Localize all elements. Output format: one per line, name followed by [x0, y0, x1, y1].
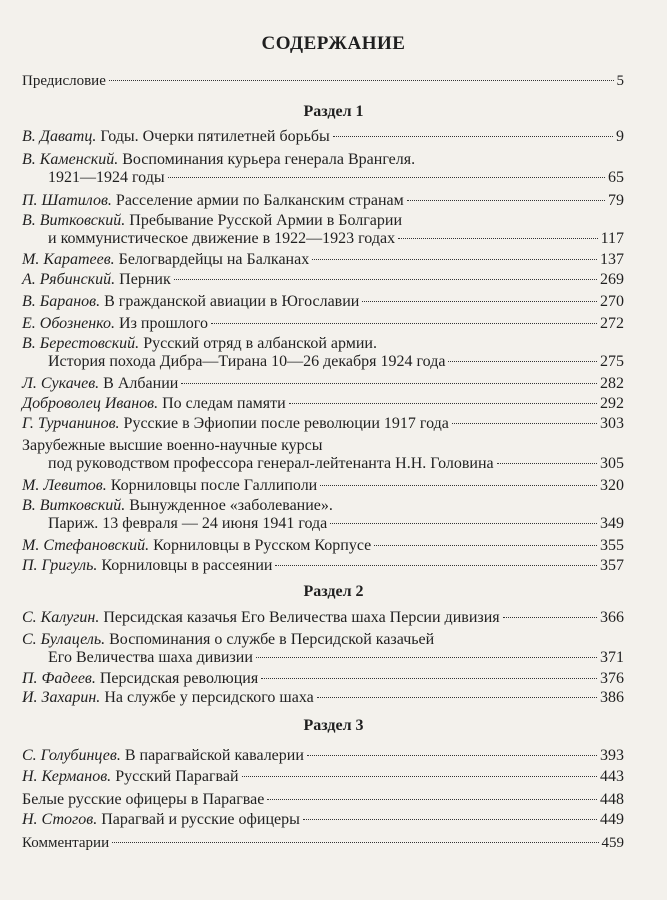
- entry-author: М. Каратеев.: [22, 251, 115, 268]
- toc-entry-line: [22, 670, 624, 688]
- entry-title: Зарубежные высшие военно-научные курсы: [22, 437, 323, 454]
- entry-title: П. Шатилов. Расселение армии по Балканским странам: [22, 192, 404, 209]
- toc-entry-line: [22, 609, 624, 627]
- page-title: СОДЕРЖАНИЕ: [261, 33, 406, 54]
- toc-entry-line: [22, 791, 624, 809]
- toc-entry-line: [22, 335, 624, 353]
- entry-title: С. Булацель. Воспоминания о службе в Персидской казачьей: [22, 631, 435, 648]
- leader-dots: [261, 678, 597, 679]
- entry-title: Париж. 13 февраля — 24 июня 1941 года: [48, 515, 328, 532]
- toc-entry-line: [22, 747, 624, 765]
- leader-dots: [333, 136, 613, 137]
- toc-entry-line: [22, 415, 624, 433]
- toc-entry-line: [22, 151, 624, 169]
- toc-entry-line: [22, 477, 624, 495]
- entry-title: и коммунистическое движение в 1922—1923 годах: [48, 230, 396, 247]
- toc-entry-line: [22, 515, 624, 533]
- entry-page: 371: [600, 649, 624, 666]
- entry-page: 449: [600, 811, 624, 828]
- leader-dots: [289, 403, 597, 404]
- toc-entry: [22, 395, 624, 413]
- entry-title: Комментарии: [22, 835, 110, 851]
- entry-author: В. Даватц.: [22, 128, 97, 145]
- entry-title: Н. Керманов. Русский Парагвай: [22, 768, 239, 785]
- entry-author: С. Голубинцев.: [22, 747, 121, 764]
- entry-page: 320: [600, 477, 624, 494]
- toc-entry-line: [22, 834, 624, 852]
- leader-dots: [330, 523, 597, 524]
- toc-entry-line: [22, 212, 624, 230]
- leader-dots: [267, 799, 597, 800]
- leader-dots: [307, 755, 597, 756]
- entry-title: Предисловие: [22, 73, 106, 89]
- entry-title: М. Каратеев. Белогвардейцы на Балканах: [22, 251, 310, 268]
- toc-entry-line: [22, 537, 624, 555]
- toc-entry-line: [22, 811, 624, 829]
- entry-page: 282: [600, 375, 624, 392]
- leader-dots: [407, 200, 605, 201]
- entry-author: Доброволец Иванов.: [22, 395, 159, 412]
- leader-dots: [181, 383, 597, 384]
- entry-title: Его Величества шаха дивизии: [48, 649, 253, 666]
- entry-author: В. Витковский.: [22, 497, 126, 514]
- entry-author: М. Стефановский.: [22, 537, 150, 554]
- toc-entry-line: [22, 557, 624, 575]
- leader-dots: [312, 259, 597, 260]
- entry-page: 386: [600, 689, 624, 706]
- toc-entry-line: [22, 395, 624, 413]
- entry-title: В. Витковский. Вынужденное «заболевание».: [22, 497, 333, 514]
- toc-entry-line: [22, 689, 624, 707]
- entry-page: 5: [616, 73, 624, 89]
- entry-page: 9: [616, 128, 624, 145]
- toc-entry: [22, 251, 624, 269]
- entry-page: 303: [600, 415, 624, 432]
- entry-title: В. Берестовский. Русский отряд в албанской армии.: [22, 335, 377, 352]
- leader-dots: [174, 279, 597, 280]
- entry-title: П. Фадеев. Персидская революция: [22, 670, 259, 687]
- entry-title: И. Захарин. На службе у персидского шаха: [22, 689, 314, 706]
- entry-page: 443: [600, 768, 624, 785]
- entry-page: 117: [600, 230, 624, 247]
- leader-dots: [448, 361, 597, 362]
- entry-author: И. Захарин.: [22, 689, 101, 706]
- toc-entry: [22, 335, 624, 371]
- toc-entry: [22, 72, 624, 90]
- toc-entry: [22, 747, 624, 765]
- entry-page: 270: [600, 293, 624, 310]
- entry-page: 65: [608, 169, 624, 186]
- toc-entry: [22, 128, 624, 146]
- entry-author: В. Витковский.: [22, 212, 126, 229]
- entry-author: П. Фадеев.: [22, 670, 96, 687]
- toc-entry: [22, 477, 624, 495]
- leader-dots: [211, 323, 597, 324]
- toc-entry-line: [22, 72, 624, 90]
- entry-author: С. Булацель.: [22, 631, 106, 648]
- entry-title: Доброволец Иванов. По следам памяти: [22, 395, 286, 412]
- toc-entry-line: [22, 497, 624, 515]
- leader-dots: [242, 776, 597, 777]
- entry-author: П. Григуль.: [22, 557, 98, 574]
- entry-title: С. Голубинцев. В парагвайской кавалерии: [22, 747, 304, 764]
- entry-title: П. Григуль. Корниловцы в рассеянии: [22, 557, 273, 574]
- leader-dots: [374, 545, 597, 546]
- entry-title: В. Каменский. Воспоминания курьера генерала Врангеля.: [22, 151, 416, 168]
- toc-entry-line: [22, 230, 624, 248]
- entry-author: Н. Стогов.: [22, 811, 98, 828]
- entry-title: С. Калугин. Персидская казачья Его Величества шаха Персии дивизия: [22, 609, 500, 626]
- toc-entry: [22, 537, 624, 555]
- leader-dots: [317, 697, 597, 698]
- entry-page: 305: [600, 455, 624, 472]
- entry-page: 292: [600, 395, 624, 412]
- toc-entry-line: [22, 169, 624, 187]
- toc-entry: [22, 609, 624, 627]
- toc-entry: [22, 415, 624, 433]
- toc-entry-line: [22, 768, 624, 786]
- entry-title: Белые русские офицеры в Парагвае: [22, 791, 265, 808]
- entry-title: Н. Стогов. Парагвай и русские офицеры: [22, 811, 300, 828]
- toc-entry: [22, 557, 624, 575]
- toc-entry: [22, 834, 624, 852]
- leader-dots: [452, 423, 597, 424]
- entry-title: Г. Турчанинов. Русские в Эфиопии после революции 1917 года: [22, 415, 449, 432]
- leader-dots: [497, 463, 597, 464]
- toc-entry-line: [22, 353, 624, 371]
- entry-author: Е. Обозненко.: [22, 315, 116, 332]
- toc-entry: [22, 631, 624, 667]
- entry-title: Л. Сукачев. В Албании: [22, 375, 179, 392]
- entry-author: Н. Керманов.: [22, 768, 112, 785]
- toc-entry: [22, 293, 624, 311]
- entry-page: 357: [600, 557, 624, 574]
- toc-entry: [22, 437, 624, 473]
- entry-author: В. Каменский.: [22, 151, 119, 168]
- toc-entry: [22, 192, 624, 210]
- entry-title: В. Баранов. В гражданской авиации в Югославии: [22, 293, 360, 310]
- leader-dots: [112, 842, 598, 843]
- toc-entry-line: [22, 315, 624, 333]
- leader-dots: [303, 819, 597, 820]
- leader-dots: [109, 80, 614, 81]
- entry-title: 1921—1924 годы: [48, 169, 165, 186]
- toc-entry: [22, 791, 624, 809]
- entry-title: М. Левитов. Корниловцы после Галлиполи: [22, 477, 318, 494]
- leader-dots: [256, 657, 597, 658]
- entry-page: 269: [600, 271, 624, 288]
- entry-page: 137: [600, 251, 624, 268]
- entry-page: 79: [608, 192, 624, 209]
- entry-title: А. Рябинский. Перник: [22, 271, 171, 288]
- entry-author: С. Калугин.: [22, 609, 100, 626]
- entry-page: 448: [600, 791, 624, 808]
- leader-dots: [398, 238, 598, 239]
- entry-page: 275: [600, 353, 624, 370]
- leader-dots: [168, 177, 605, 178]
- entry-author: А. Рябинский.: [22, 271, 116, 288]
- leader-dots: [503, 617, 597, 618]
- entry-page: 349: [600, 515, 624, 532]
- leader-dots: [362, 301, 597, 302]
- toc-entry-line: [22, 437, 624, 455]
- entry-title: М. Стефановский. Корниловцы в Русском Корпусе: [22, 537, 372, 554]
- toc-entry-line: [22, 251, 624, 269]
- entry-title: под руководством профессора генерал-лейтенанта Н.Н. Головина: [48, 455, 494, 472]
- toc-entry: [22, 768, 624, 786]
- entry-author: В. Баранов.: [22, 293, 101, 310]
- entry-title: В. Даватц. Годы. Очерки пятилетней борьбы: [22, 128, 330, 145]
- entry-page: 393: [600, 747, 624, 764]
- entry-page: 376: [600, 670, 624, 687]
- toc-entry: [22, 315, 624, 333]
- toc-entry-line: [22, 271, 624, 289]
- entry-page: 355: [600, 537, 624, 554]
- entry-author: Л. Сукачев.: [22, 375, 100, 392]
- toc-entry: [22, 212, 624, 248]
- entry-title: История похода Дибра—Тирана 10—26 декабря 1924 года: [48, 353, 446, 370]
- section-heading: Раздел 1: [303, 103, 364, 120]
- entry-page: 459: [601, 835, 624, 851]
- toc-entry: [22, 670, 624, 688]
- section-heading: Раздел 3: [303, 717, 364, 734]
- entry-title: В. Витковский. Пребывание Русской Армии в Болгарии: [22, 212, 403, 229]
- leader-dots: [275, 565, 597, 566]
- toc-entry-line: [22, 192, 624, 210]
- entry-page: 272: [600, 315, 624, 332]
- toc-entry-line: [22, 649, 624, 667]
- toc-entry: [22, 497, 624, 533]
- toc-entry: [22, 151, 624, 187]
- toc-entry-line: [22, 455, 624, 473]
- section-heading: Раздел 2: [303, 583, 364, 600]
- entry-author: Г. Турчанинов.: [22, 415, 120, 432]
- entry-title: Е. Обозненко. Из прошлого: [22, 315, 208, 332]
- toc-entry-line: [22, 375, 624, 393]
- entry-author: В. Берестовский.: [22, 335, 140, 352]
- entry-author: М. Левитов.: [22, 477, 107, 494]
- toc-entry-line: [22, 293, 624, 311]
- toc-entry: [22, 811, 624, 829]
- toc-entry-line: [22, 128, 624, 146]
- entry-page: 366: [600, 609, 624, 626]
- toc-entry: [22, 271, 624, 289]
- toc-entry: [22, 689, 624, 707]
- entry-author: П. Шатилов.: [22, 192, 112, 209]
- leader-dots: [320, 485, 597, 486]
- toc-entry: [22, 375, 624, 393]
- toc-entry-line: [22, 631, 624, 649]
